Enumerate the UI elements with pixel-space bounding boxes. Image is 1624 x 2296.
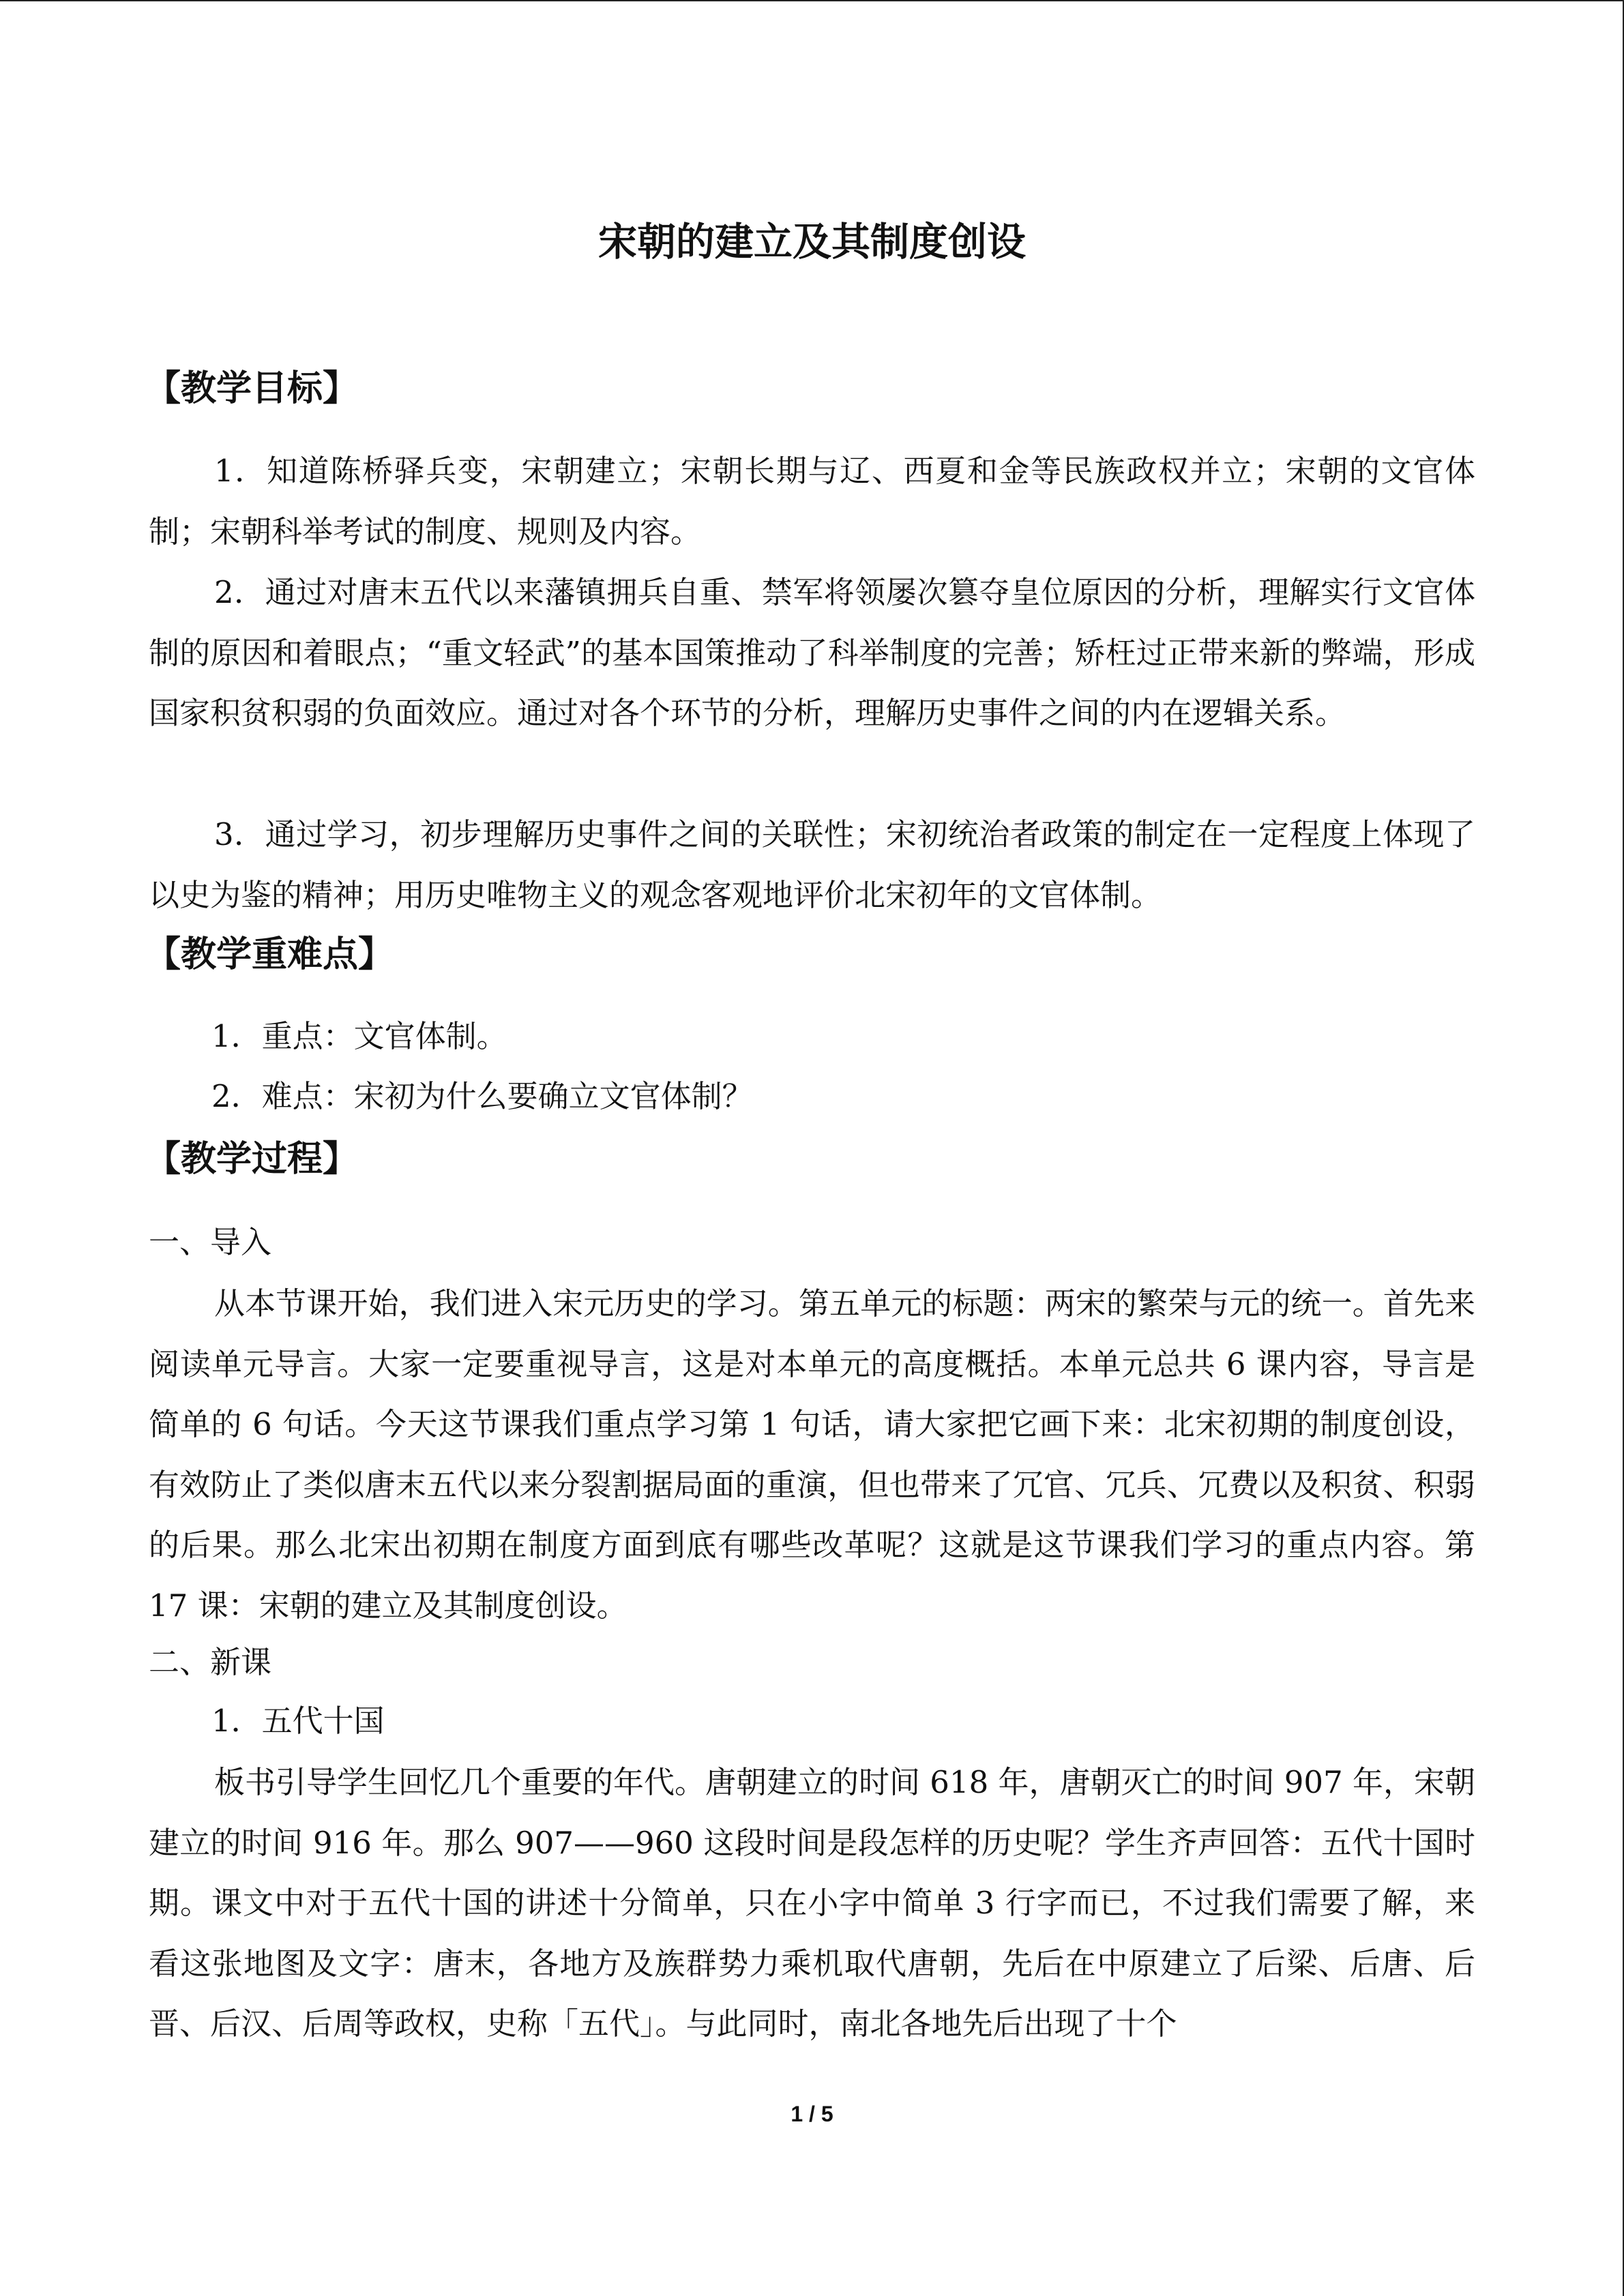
goal-item-3: 3．通过学习，初步理解历史事件之间的关联性；宋初统治者政策的制定在一定程度上体现了以史为鉴的精神；用历史唯物主义的观念客观地评价北宋初年的文官体制。 [149,816,1475,913]
intro-heading: 一、导入 [149,1224,272,1260]
goal-item-1: 1．知道陈桥驿兵变，宋朝建立；宋朝长期与辽、西夏和金等民族政权并立；宋朝的文官体制；宋朝科举考试的制度、规则及内容。 [149,453,1475,550]
process-heading: 【教学过程】 [145,1139,359,1180]
document-title: 宋朝的建立及其制度创设 [598,220,1026,265]
intro-paragraph: 从本节课开始，我们进入宋元历史的学习。第五单元的标题：两宋的繁荣与元的统一。首先来阅读单元导言。大家一定要重视导言，这是对本单元的高度概括。本单元总共 6 课内容，导言是简单的 6 句话。今天这节课我们重点学习第 1 句话，请大家把它画下来：北宋初期的制度创设，有效防止了类似唐末五代以来分裂割据局面的重演，但也带来了冗官、冗兵、冗费以及积贫、积弱的后果。那么北宋出初期在制度方面到底有哪些改革呢？这就是这节课我们学习的重点内容。第 17 课：宋朝的建立及其制度创设。 [149,1285,1475,1624]
key-points-heading: 【教学重难点】 [145,934,394,975]
key-point-item-1: 1．重点：文官体制。 [211,1018,507,1054]
sub-section-paragraph: 板书引导学生回忆几个重要的年代。唐朝建立的时间 618 年，唐朝灭亡的时间 907 年，宋朝建立的时间 916 年。那么 907——960 这段时间是段怎样的历史呢？学生齐声回答：五代十国时期。课文中对于五代十国的讲述十分简单，只在小字中简单 3 行字而已，不过我们需要了解，来看这张地图及文字：唐末，各地方及族群势力乘机取代唐朝，先后在中原建立了后梁、后唐、后晋、后汉、后周等政权，史称「五代」。与此同时，南北各地先后出现了十个 [149,1764,1476,2042]
new-lesson-heading: 二、新课 [149,1644,272,1680]
goal-item-2: 2．通过对唐末五代以来藩镇拥兵自重、禁军将领屡次篡夺皇位原因的分析，理解实行文官体制的原因和着眼点；“重文轻武”的基本国策推动了科举制度的完善；矫枉过正带来新的弊端，形成国家积贫积弱的负面效应。通过对各个环节的分析，理解历史事件之间的内在逻辑关系。 [149,574,1475,732]
key-point-item-2: 2．难点：宋初为什么要确立文官体制？ [211,1078,753,1114]
page-number: 1 / 5 [791,2102,833,2126]
sub-section-heading: 1．五代十国 [211,1703,385,1739]
goals-heading: 【教学目标】 [145,368,359,409]
